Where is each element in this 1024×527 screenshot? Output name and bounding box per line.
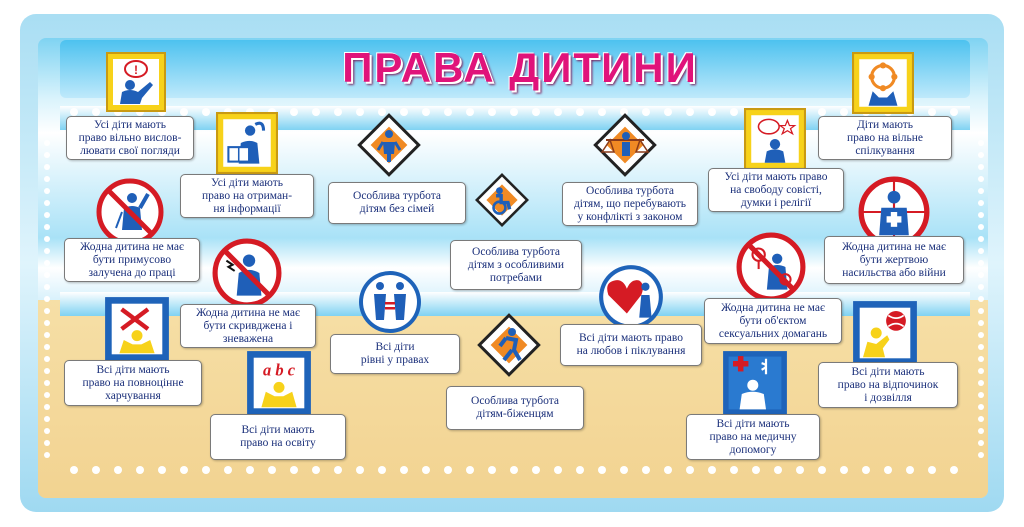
- decor-dot: [950, 466, 958, 474]
- decor-dot: [466, 466, 474, 474]
- decor-dot: [642, 466, 650, 474]
- label-text: Всі діти рівні у правах: [360, 341, 430, 366]
- decor-dot: [906, 466, 914, 474]
- label-text: Особлива турбота дітям-біженцям: [471, 395, 559, 420]
- decor-dot: [44, 392, 50, 398]
- decor-dot: [796, 466, 804, 474]
- decor-dot: [114, 466, 122, 474]
- decor-dot: [158, 466, 166, 474]
- decor-dot: [978, 188, 984, 194]
- label-text: Всі діти мають право на любов і піклування: [576, 332, 686, 357]
- decor-dot: [180, 108, 188, 116]
- decor-dot: [44, 272, 50, 278]
- decor-dot: [44, 284, 50, 290]
- decor-dot: [708, 466, 716, 474]
- label-nutrition: [64, 360, 202, 406]
- no-abuse-icon: [212, 238, 282, 308]
- decor-dot: [686, 466, 694, 474]
- decor-dot: [978, 452, 984, 458]
- decor-dot: [978, 368, 984, 374]
- decor-dot: [44, 296, 50, 302]
- decor-dot: [978, 440, 984, 446]
- decor-dot: [978, 308, 984, 314]
- decor-dot: [862, 466, 870, 474]
- label-text: Всі діти мають право на освіту: [240, 424, 316, 449]
- communication-icon: [852, 52, 914, 114]
- decor-dot: [978, 284, 984, 290]
- education-icon: [246, 350, 312, 416]
- decor-dot: [840, 108, 848, 116]
- decor-dot: [44, 380, 50, 386]
- decor-dot: [978, 356, 984, 362]
- decor-dot: [978, 140, 984, 146]
- decor-dot: [180, 466, 188, 474]
- decor-dot: [44, 188, 50, 194]
- label-text: Усі діти мають право на свободу совісті, думки і релігії: [724, 170, 828, 209]
- label-information: [180, 174, 314, 218]
- reading-icon: [216, 112, 278, 174]
- label-free-communication: [818, 116, 952, 160]
- decor-dot: [978, 176, 984, 182]
- decor-dot: [884, 466, 892, 474]
- label-text: Усі діти мають право вільно вислов- лювати свої погляди: [78, 118, 182, 157]
- decor-dot: [44, 428, 50, 434]
- decor-dot: [44, 344, 50, 350]
- page-title: ПРАВА ДИТИНИ: [342, 44, 698, 91]
- label-education: [210, 414, 346, 460]
- scales-icon: [592, 112, 658, 178]
- label-text: Всі діти мають право на відпочинок і дозвілля: [837, 365, 939, 404]
- decor-dot: [44, 248, 50, 254]
- decor-dot: [978, 344, 984, 350]
- label-text: Особлива турбота дітям без сімей: [353, 190, 441, 215]
- label-text: Жодна дитина не має бути скривджена і зневажена: [196, 306, 300, 345]
- label-care-special-needs: [450, 240, 582, 290]
- svg-text:!: !: [134, 63, 138, 77]
- decor-dot: [44, 212, 50, 218]
- decor-dot: [510, 466, 518, 474]
- label-text: Жодна дитина не має бути об'єктом сексуальних домагань: [718, 301, 828, 340]
- label-text: Всі діти мають право на повноцінне харчування: [82, 363, 184, 402]
- decor-dot: [576, 108, 584, 116]
- decor-dot: [532, 466, 540, 474]
- decor-dot: [444, 108, 452, 116]
- decor-dot: [774, 466, 782, 474]
- decor-dot: [978, 248, 984, 254]
- decor-dot: [202, 466, 210, 474]
- decor-dot: [554, 466, 562, 474]
- label-no-forced-labor: [64, 238, 200, 282]
- decor-dot: [928, 108, 936, 116]
- decor-dot: [978, 320, 984, 326]
- dot-column-left: [44, 140, 52, 460]
- decor-dot: [92, 466, 100, 474]
- no-harassment-icon: [736, 232, 806, 302]
- label-text: Жодна дитина не має бути примусово залучена до праці: [80, 240, 184, 279]
- decor-dot: [978, 212, 984, 218]
- label-text: Діти мають право на вільне спілкування: [847, 118, 923, 157]
- decor-dot: [978, 200, 984, 206]
- svg-text:a b c: a b c: [262, 360, 296, 380]
- decor-dot: [422, 466, 430, 474]
- decor-dot: [510, 108, 518, 116]
- decor-dot: [92, 108, 100, 116]
- refugee-icon: [476, 312, 542, 378]
- decor-dot: [44, 260, 50, 266]
- decor-dot: [708, 108, 716, 116]
- equality-icon: [356, 268, 424, 336]
- decor-dot: [686, 108, 694, 116]
- decor-dot: [978, 152, 984, 158]
- decor-dot: [44, 308, 50, 314]
- label-care-orphans: [328, 182, 466, 224]
- decor-dot: [620, 466, 628, 474]
- decor-dot: [664, 466, 672, 474]
- decor-dot: [752, 466, 760, 474]
- decor-dot: [978, 224, 984, 230]
- decor-dot: [978, 392, 984, 398]
- label-no-violence-war: [824, 236, 964, 284]
- decor-dot: [70, 108, 78, 116]
- decor-dot: [44, 416, 50, 422]
- decor-dot: [730, 108, 738, 116]
- label-rest-leisure: [818, 362, 958, 408]
- decor-dot: [928, 466, 936, 474]
- decor-dot: [44, 368, 50, 374]
- decor-dot: [978, 380, 984, 386]
- decor-dot: [950, 108, 958, 116]
- decor-dot: [224, 466, 232, 474]
- decor-dot: [290, 108, 298, 116]
- decor-dot: [978, 332, 984, 338]
- decor-dot: [290, 466, 298, 474]
- nutrition-icon: [104, 296, 170, 362]
- label-no-abuse: [180, 304, 316, 348]
- decor-dot: [334, 108, 342, 116]
- decor-dot: [334, 466, 342, 474]
- decor-dot: [202, 108, 210, 116]
- decor-dot: [44, 356, 50, 362]
- label-care-refugees: [446, 386, 584, 430]
- decor-dot: [444, 466, 452, 474]
- label-express-views: [66, 116, 194, 160]
- decor-dot: [44, 164, 50, 170]
- decor-dot: [378, 466, 386, 474]
- dot-column-right: [978, 140, 986, 460]
- decor-dot: [136, 466, 144, 474]
- decor-dot: [44, 440, 50, 446]
- decor-dot: [44, 152, 50, 158]
- decor-dot: [44, 404, 50, 410]
- decor-dot: [44, 236, 50, 242]
- decor-dot: [978, 416, 984, 422]
- orphan-icon: [356, 112, 422, 178]
- decor-dot: [312, 466, 320, 474]
- decor-dot: [466, 108, 474, 116]
- medical-icon: [722, 350, 788, 416]
- label-text: Всі діти мають право на медичну допомогу: [709, 417, 797, 456]
- decor-dot: [818, 108, 826, 116]
- label-text: Особлива турбота дітям з особливими потребами: [467, 245, 565, 284]
- decor-dot: [44, 224, 50, 230]
- decor-dot: [400, 466, 408, 474]
- decor-dot: [978, 260, 984, 266]
- decor-dot: [664, 108, 672, 116]
- decor-dot: [488, 466, 496, 474]
- thought-icon: [744, 108, 806, 170]
- decor-dot: [422, 108, 430, 116]
- label-freedom-conscience: [708, 168, 844, 212]
- decor-dot: [730, 466, 738, 474]
- leisure-icon: [852, 300, 918, 366]
- label-text: Жодна дитина не має бути жертвою насильства або війни: [842, 240, 946, 279]
- dot-row-bottom: [0, 466, 1024, 478]
- decor-dot: [44, 176, 50, 182]
- label-no-sexual-harassment: [704, 298, 842, 344]
- decor-dot: [576, 466, 584, 474]
- heart-icon: [596, 262, 666, 332]
- wheelchair-icon: [474, 172, 530, 228]
- decor-dot: [978, 236, 984, 242]
- decor-dot: [818, 466, 826, 474]
- decor-dot: [44, 200, 50, 206]
- decor-dot: [598, 466, 606, 474]
- decor-dot: [246, 466, 254, 474]
- label-equal-rights: [330, 334, 460, 374]
- decor-dot: [356, 466, 364, 474]
- label-text: Усі діти мають право на отриман- ня інформації: [201, 176, 293, 215]
- decor-dot: [44, 452, 50, 458]
- decor-dot: [488, 108, 496, 116]
- decor-dot: [978, 404, 984, 410]
- label-love-care: [560, 324, 702, 366]
- decor-dot: [532, 108, 540, 116]
- decor-dot: [70, 466, 78, 474]
- decor-dot: [554, 108, 562, 116]
- label-care-conflict-law: [562, 182, 698, 226]
- decor-dot: [312, 108, 320, 116]
- speech-icon: [106, 52, 166, 112]
- decor-dot: [44, 140, 50, 146]
- label-medical-help: [686, 414, 820, 460]
- no-labor-icon: [96, 178, 164, 246]
- decor-dot: [44, 320, 50, 326]
- decor-dot: [978, 296, 984, 302]
- label-text: Особлива турбота дітям, що перебувають у конфлікті з законом: [573, 184, 687, 223]
- decor-dot: [978, 272, 984, 278]
- decor-dot: [978, 428, 984, 434]
- decor-dot: [978, 164, 984, 170]
- decor-dot: [840, 466, 848, 474]
- decor-dot: [44, 332, 50, 338]
- decor-dot: [268, 466, 276, 474]
